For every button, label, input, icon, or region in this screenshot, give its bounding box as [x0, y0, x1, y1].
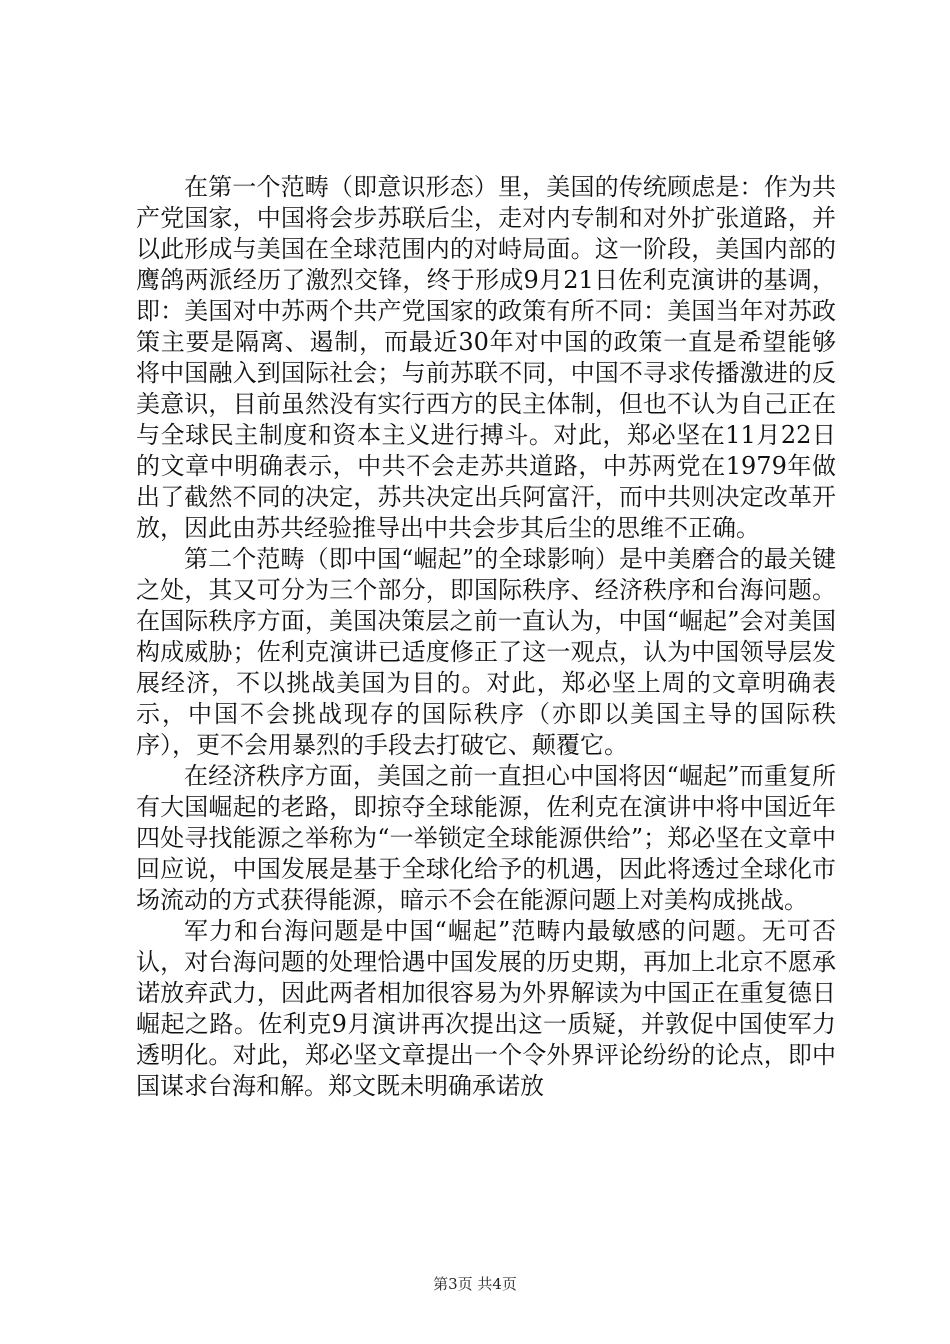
- paragraph-economic-order: 在经济秩序方面，美国之前一直担心中国将因“崛起”而重复所有大国崛起的老路，即掠夺全球能源，佐利克在演讲中将中国近年四处寻找能源之举称为“一举锁定全球能源供给”；郑必坚在文章中回应说，中国发展是基于全球化给予的机遇，因此将透过全球化市场流动的方式获得能源，暗示不会在能源问题上对美构成挑战。: [136, 762, 836, 914]
- paragraph-military-taiwan: 军力和台海问题是中国“崛起”范畴内最敏感的问题。无可否认，对台海问题的处理恰遇中国发展的历史期，再加上北京不愿承诺放弃武力，因此两者相加很容易为外界解读为中国正在重复德日崛起之路。佐利克9月演讲再次提出这一质疑，并敦促中国使军力透明化。对此，郑必坚文章提出一个令外界评论纷纷的论点，即中国谋求台海和解。郑文既未明确承诺放: [136, 917, 836, 1100]
- paragraph-ideology: 在第一个范畴（即意识形态）里，美国的传统顾虑是：作为共产党国家，中国将会步苏联后尘，走对内专制和对外扩张道路，并以此形成与美国在全球范围内的对峙局面。这一阶段，美国内部的鹰鸽两派经历了激烈交锋，终于形成9月21日佐利克演讲的基调，即：美国对中苏两个共产党国家的政策有所不同：美国当年对苏政策主要是隔离、遏制，而最近30年对中国的政策一直是希望能够将中国融入到国际社会；与前苏联不同，中国不寻求传播激进的反美意识，目前虽然没有实行西方的民主体制，但也不认为自己正在与全球民主制度和资本主义进行搏斗。对此，郑必坚在11月22日的文章中明确表示，中共不会走苏共道路，中苏两党在1979年做出了截然不同的决定，苏共决定出兵阿富汗，而中共则决定改革开放，因此由苏共经验推导出中共会步其后尘的思维不正确。: [136, 173, 836, 542]
- paragraph-global-impact: 第二个范畴（即中国“崛起”的全球影响）是中美磨合的最关键之处，其又可分为三个部分，即国际秩序、经济秩序和台海问题。在国际秩序方面，美国决策层之前一直认为，中国“崛起”会对美国构成威胁；佐利克演讲已适度修正了这一观点，认为中国领导层发展经济，不以挑战美国为目的。对此，郑必坚上周的文章明确表示，中国不会挑战现存的国际秩序（亦即以美国主导的国际秩序），更不会用暴烈的手段去打破它、颠覆它。: [136, 545, 836, 759]
- page-footer: 第3页 共4页: [433, 1275, 517, 1293]
- document-body: [136, 172, 836, 1102]
